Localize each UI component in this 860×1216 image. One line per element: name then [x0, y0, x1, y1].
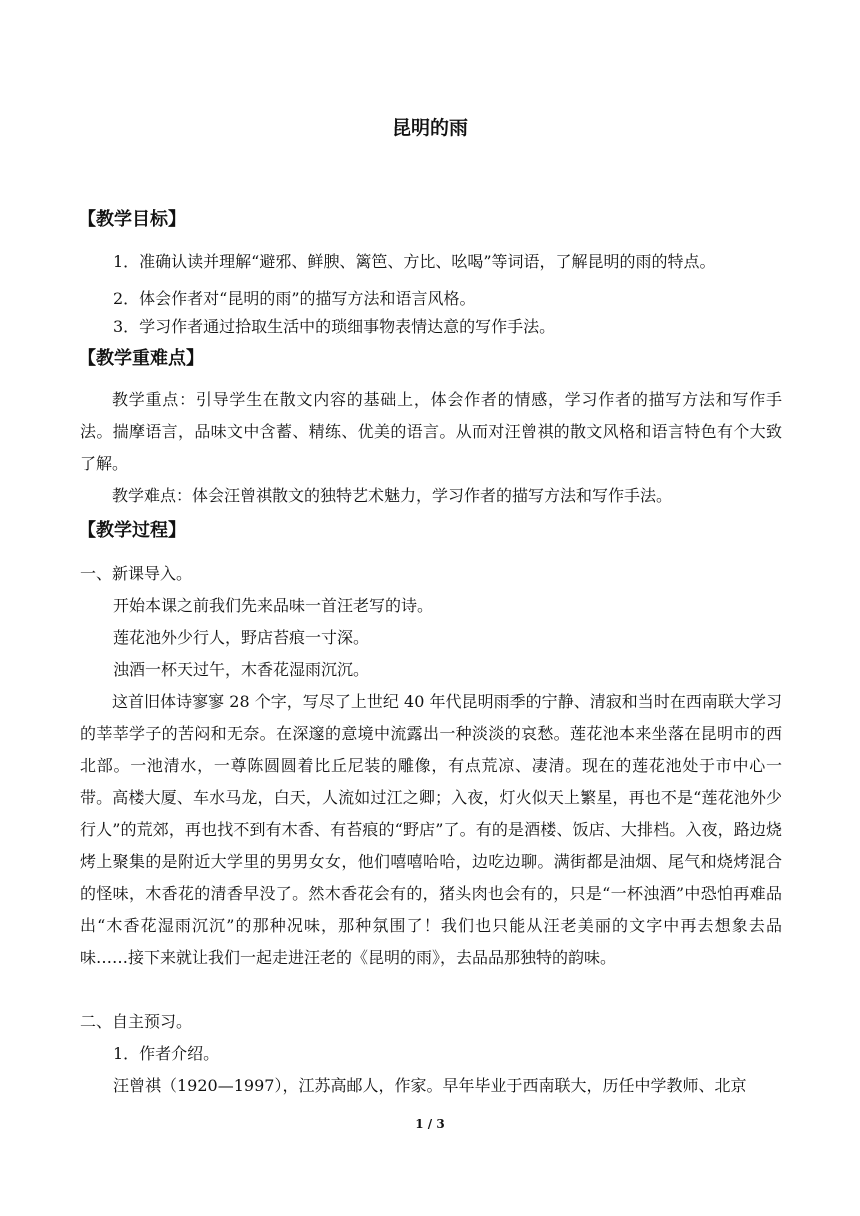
step-heading: 二、自主预习。 [80, 1012, 193, 1031]
objective-item: 2．体会作者对“昆明的雨”的描写方法和语言风格。 [113, 289, 476, 308]
objectives-heading: 【教学目标】 [78, 209, 186, 230]
step-heading: 一、新课导入。 [80, 564, 193, 583]
poem-line: 浊酒一杯天过午，木香花湿雨沉沉。 [113, 660, 370, 679]
analysis-paragraph: 这首旧体诗寥寥 28 个字，写尽了上世纪 40 年代昆明雨季的宁静、清寂和当时在西南联大学习的莘莘学子的苦闷和无奈。在深邃的意境中流露出一种淡淡的哀愁。莲花池本来坐落在昆明市的西北部。一池清水，一尊陈圆圆着比丘尼装的雕像，有点荒凉、凄清。现在的莲花池处于市中心一带。高楼大厦、车水马龙，白天，人流如过江之卿；入夜，灯火似天上繁星，再也不是“莲花池外少行人”的荒郊，再也找不到有木香、有苔痕的“野店”了。有的是酒楼、饭店、大排档。入夜，路边烧烤上聚集的是附近大学里的男男女女，他们嘻嘻哈哈，边吃边聊。满街都是油烟、尾气和烧烤混合的怪味，木香花的清香早没了。然木香花会有的，猪头肉也会有的，只是“一杯浊酒”中恐怕再难品出“木香花湿雨沉沉”的那种况味，那种氛围了！我们也只能从汪老美丽的文字中再去想象去品味……接下来就让我们一起走进汪老的《昆明的雨》，去品品那独特的韵味。 [80, 692, 782, 967]
objective-item: 1．准确认读并理解“避邪、鲜腴、篱笆、方比、吆喝”等词语，了解昆明的雨的特点。 [113, 252, 716, 271]
teaching-difficulty-paragraph: 教学难点：体会汪曾祺散文的独特艺术魅力，学习作者的描写方法和写作手法。 [112, 486, 673, 505]
page-number: 1 / 3 [415, 1117, 445, 1131]
objective-item: 3．学习作者通过拾取生活中的琐细事物表情达意的写作手法。 [113, 317, 556, 336]
poem-line: 莲花池外少行人，野店苔痕一寸深。 [113, 628, 370, 647]
document-title: 昆明的雨 [391, 117, 468, 139]
teaching-focus-paragraph: 教学重点：引导学生在散文内容的基础上，体会作者的情感，学习作者的描写方法和写作手法。揣摩语言，品味文中含蓄、精练、优美的语言。从而对汪曾祺的散文风格和语言特色有个大致了解。 [80, 390, 782, 473]
key-points-heading: 【教学重难点】 [78, 348, 204, 369]
intro-line: 开始本课之前我们先来品味一首汪老写的诗。 [113, 596, 434, 615]
process-heading: 【教学过程】 [78, 520, 186, 541]
sub-heading: 1．作者介绍。 [113, 1044, 220, 1063]
author-paragraph: 汪曾祺（1920—1997），江苏高邮人，作家。早年毕业于西南联大，历任中学教师、北京 [113, 1076, 747, 1095]
